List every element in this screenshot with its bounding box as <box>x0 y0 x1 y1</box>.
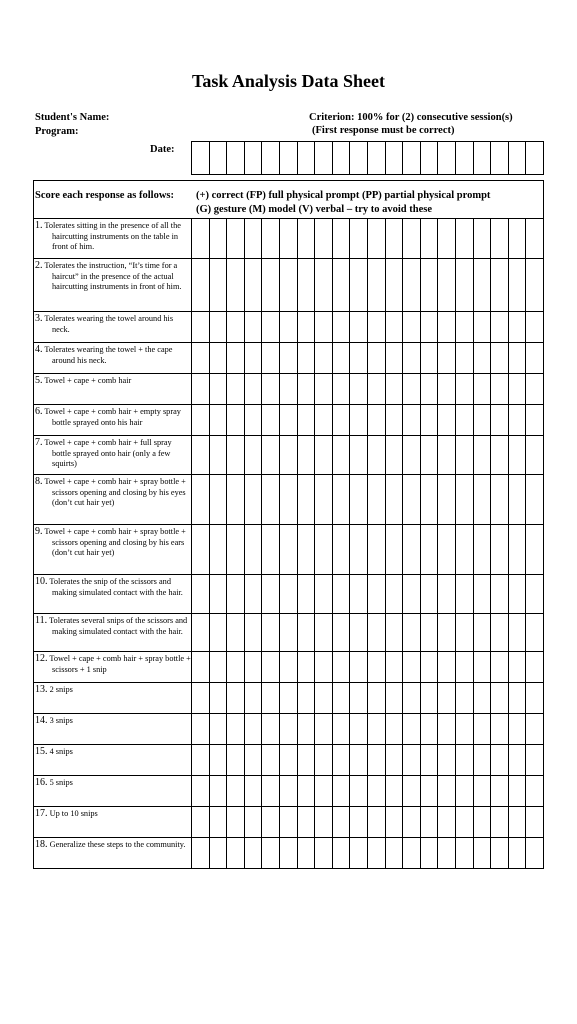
step-number: 13. <box>35 684 48 695</box>
session-column-line <box>385 218 386 869</box>
row-border <box>33 651 544 652</box>
date-column-line <box>543 141 544 175</box>
session-column-line <box>314 218 315 869</box>
date-column-line <box>420 141 421 175</box>
step-text: 2. Tolerates the instruction, “It’s time for a haircut” in the presence of the actual haircutting instruments in front of him. <box>35 260 182 292</box>
date-column-line <box>349 141 350 175</box>
scoring-label: Score each response as follows: <box>35 190 175 201</box>
row-border <box>33 404 544 405</box>
step-row-label <box>35 477 191 509</box>
step-row-label <box>35 345 191 366</box>
date-label: Date: <box>150 144 175 155</box>
step-number: 7. <box>35 437 43 448</box>
session-column-line <box>402 218 403 869</box>
date-column-line <box>261 141 262 175</box>
criterion-text: Criterion: 100% for (2) consecutive session(s) <box>309 112 513 123</box>
session-column-line <box>367 218 368 869</box>
step-number: 8. <box>35 476 43 487</box>
table-right-border <box>543 180 544 869</box>
step-number: 1. <box>35 220 43 231</box>
row-border <box>33 524 544 525</box>
step-text: 14. 3 snips <box>35 715 73 726</box>
step-number: 6. <box>35 406 43 417</box>
step-row-label <box>35 314 191 335</box>
step-text: 4. Tolerates wearing the towel + the cape around his neck. <box>35 344 173 365</box>
step-text: 12. Towel + cape + comb hair + spray bottle + scissors + 1 snip <box>35 653 191 674</box>
row-border <box>33 775 544 776</box>
step-row-label <box>35 407 191 428</box>
session-column-line <box>508 218 509 869</box>
step-text: 7. Towel + cape + comb hair + full spray bottle sprayed onto hair (only a few squirts) <box>35 437 172 469</box>
table-left-border <box>33 180 34 869</box>
date-column-line <box>209 141 210 175</box>
step-text: 5. Towel + cape + comb hair <box>35 375 132 386</box>
session-column-line <box>209 218 210 869</box>
date-column-line <box>437 141 438 175</box>
row-border <box>33 342 544 343</box>
session-column-line <box>437 218 438 869</box>
step-row-label <box>35 376 191 387</box>
session-column-line <box>490 218 491 869</box>
step-row-label <box>35 261 191 293</box>
step-text: 9. Towel + cape + comb hair + spray bottle + scissors opening and closing by his ears (don’t cut hair yet) <box>35 526 186 558</box>
page-title: Task Analysis Data Sheet <box>192 71 385 91</box>
date-column-line <box>367 141 368 175</box>
session-column-line <box>261 218 262 869</box>
date-column-line <box>314 141 315 175</box>
step-text: 15. 4 snips <box>35 746 73 757</box>
row-border <box>33 373 544 374</box>
step-row-label <box>35 778 191 789</box>
session-column-line <box>332 218 333 869</box>
row-border <box>33 837 544 838</box>
scoring-legend-line2: (G) gesture (M) model (V) verbal – try to avoid these <box>196 204 432 215</box>
step-text: 13. 2 snips <box>35 684 73 695</box>
step-text: 18. Generalize these steps to the community. <box>35 839 186 850</box>
table-top-border <box>33 180 544 181</box>
row-border <box>33 713 544 714</box>
session-column-line <box>455 218 456 869</box>
step-row-label <box>35 747 191 758</box>
row-border <box>33 474 544 475</box>
step-number: 12. <box>35 653 48 664</box>
step-row-label <box>35 616 191 637</box>
step-text: 16. 5 snips <box>35 777 73 788</box>
date-column-line <box>490 141 491 175</box>
step-row-label <box>35 221 191 253</box>
step-text: 10. Tolerates the snip of the scissors and making simulated contact with the hair. <box>35 576 183 597</box>
session-column-line <box>226 218 227 869</box>
row-border <box>33 744 544 745</box>
date-column-line <box>279 141 280 175</box>
step-row-label <box>35 840 191 851</box>
date-column-line <box>508 141 509 175</box>
step-text: 3. Tolerates wearing the towel around his neck. <box>35 313 174 334</box>
step-text: 8. Towel + cape + comb hair + spray bottle + scissors opening and closing by his eyes (don’t cut hair yet) <box>35 476 186 508</box>
date-column-line <box>455 141 456 175</box>
session-column-line <box>420 218 421 869</box>
session-column-line <box>473 218 474 869</box>
header-row-border <box>33 218 544 219</box>
step-row-label <box>35 685 191 696</box>
step-text: 6. Towel + cape + comb hair + empty spray bottle sprayed onto his hair <box>35 406 181 427</box>
date-column-line <box>191 141 192 175</box>
step-text: 11. Tolerates several snips of the scissors and making simulated contact with the hair. <box>35 615 188 636</box>
row-border <box>33 613 544 614</box>
date-column-line <box>226 141 227 175</box>
step-number: 10. <box>35 576 48 587</box>
step-number: 5. <box>35 375 43 386</box>
step-number: 14. <box>35 715 48 726</box>
step-number: 18. <box>35 839 48 850</box>
step-number: 3. <box>35 313 43 324</box>
date-column-line <box>244 141 245 175</box>
row-border <box>33 868 544 869</box>
step-number: 17. <box>35 808 48 819</box>
session-column-line <box>279 218 280 869</box>
row-border <box>33 311 544 312</box>
date-column-line <box>525 141 526 175</box>
step-row-label <box>35 438 191 470</box>
date-column-line <box>473 141 474 175</box>
step-number: 15. <box>35 746 48 757</box>
row-border <box>33 682 544 683</box>
step-row-label <box>35 809 191 820</box>
program-label: Program: <box>35 126 79 137</box>
row-border <box>33 806 544 807</box>
scoring-legend-line1: (+) correct (FP) full physical prompt (PP) partial physical prompt <box>196 190 491 201</box>
session-column-line <box>349 218 350 869</box>
step-number: 4. <box>35 344 43 355</box>
step-number: 2. <box>35 260 43 271</box>
date-column-line <box>402 141 403 175</box>
step-row-label <box>35 654 191 675</box>
criterion-note: (First response must be correct) <box>312 125 455 136</box>
step-row-label <box>35 577 191 598</box>
step-number: 9. <box>35 526 43 537</box>
row-border <box>33 574 544 575</box>
step-number: 16. <box>35 777 48 788</box>
session-column-line <box>297 218 298 869</box>
date-column-line <box>297 141 298 175</box>
session-column-line <box>525 218 526 869</box>
step-text: 1. Tolerates sitting in the presence of all the haircutting instruments on the table in front of him. <box>35 220 181 252</box>
step-number: 11. <box>35 615 48 626</box>
step-row-label <box>35 527 191 559</box>
date-column-line <box>332 141 333 175</box>
step-row-label <box>35 716 191 727</box>
row-border <box>33 258 544 259</box>
row-border <box>33 435 544 436</box>
session-column-line <box>244 218 245 869</box>
session-column-line <box>191 218 192 869</box>
student-name-label: Student's Name: <box>35 112 110 123</box>
step-text: 17. Up to 10 snips <box>35 808 98 819</box>
date-column-line <box>385 141 386 175</box>
